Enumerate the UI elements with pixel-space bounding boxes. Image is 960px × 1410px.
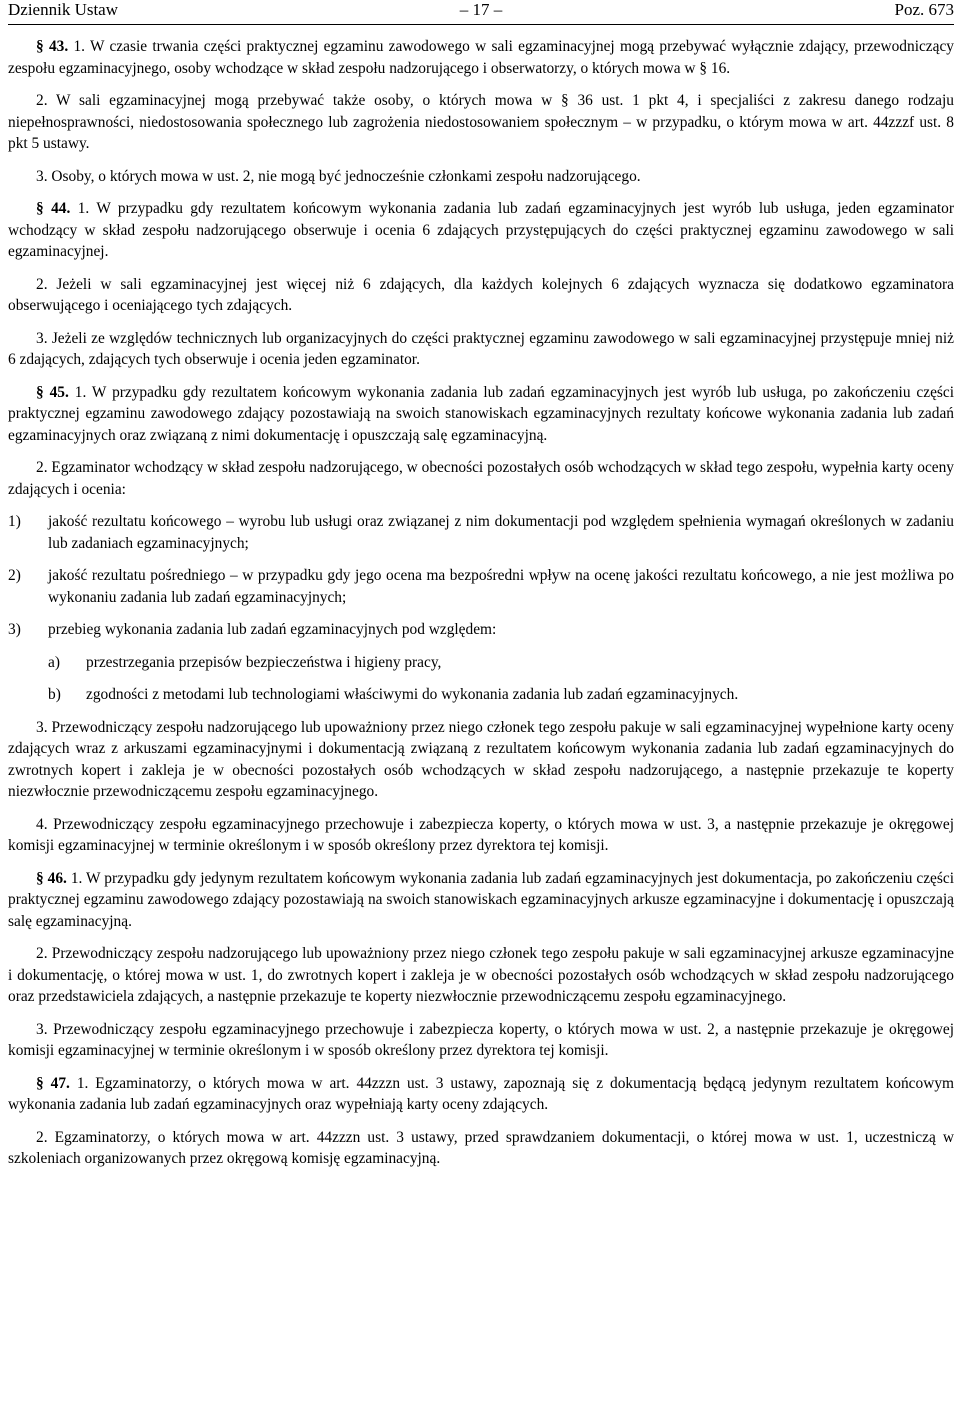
section-44-heading: § 44. — [36, 200, 71, 217]
sublist-item — [8, 652, 954, 674]
paragraph-text: 1. W przypadku gdy jedynym rezultatem końcowym wykonania zadania lub zadań egzaminacyjnych jest dokumentacja, po zakończeniu części praktycznej egzaminu zawodowego zdający pozostawiają na swoich stanowiskach egzaminacyjnych arkusze egzaminacyjne i dokumentację i opuszczają salę egzaminacyjną. — [8, 869, 954, 930]
list-number: 1) — [8, 513, 21, 530]
list-text: jakość rezultatu pośredniego – w przypadku gdy jego ocena ma bezpośredni wpływ na ocenę jakości rezultatu końcowego, a nie jest możliwa po wykonaniu zadania lub zadań egzaminacyjnych; — [48, 567, 954, 606]
sublist-letter: b) — [48, 686, 61, 703]
paragraph-43-2: 2. W sali egzaminacyjnej mogą przebywać także osoby, o których mowa w § 36 ust. 1 pkt 4, i specjaliści z zakresu danego rodzaju niepełnosprawności, niedostosowania społecznego lub zagrożenia niedostosowaniem społecznym – w przypadku, o którym mowa w art. 44zzzf ust. 8 pkt 5 ustawy. — [8, 92, 954, 152]
sublist-text: zgodności z metodami lub technologiami właściwymi do wykonania zadania lub zadań egzaminacyjnych. — [86, 686, 739, 703]
paragraph-46-1 — [8, 868, 954, 933]
list-text: przebieg wykonania zadania lub zadań egzaminacyjnych pod względem: — [48, 621, 497, 638]
paragraph-43-3: 3. Osoby, o których mowa w ust. 2, nie mogą być jednocześnie członkami zespołu nadzorującego. — [36, 167, 641, 185]
list-item — [8, 565, 954, 608]
paragraph-47-2: 2. Egzaminatorzy, o których mowa w art. 44zzzn ust. 3 ustawy, przed sprawdzaniem dokumentacji, o której mowa w ust. 1, uczestniczą w szkoleniach organizowanych przez okręgową komisję egzaminacyjną. — [8, 1128, 954, 1167]
document-page — [8, 0, 955, 1167]
list-number: 2) — [8, 567, 21, 584]
list-number: 3) — [8, 621, 21, 638]
journal-title: Dziennik Ustaw — [8, 0, 119, 19]
paragraph-44-3: 3. Jeżeli ze względów technicznych lub organizacyjnych do części praktycznej egzaminu zawodowego w sali egzaminacyjnej przystępuje mniej niż 6 zdających, zdających tych obserwuje i ocenia jeden egzaminator. — [8, 329, 954, 368]
paragraph-45-1 — [8, 382, 954, 447]
paragraph-text: 1. W przypadku gdy rezultatem końcowym wykonania zadania lub zadań egzaminacyjnych jest wyrób lub usługa, po zakończeniu części praktycznej egzaminu zawodowego zdający pozostawiają na swoich stanowiskach egzaminacyjnych rezultaty końcowe wykonania zadania lub zadań egzaminacyjnych oraz związaną z nimi dokumentację i opuszczają salę egzaminacyjną. — [8, 383, 955, 444]
paragraph-47-1 — [8, 1073, 954, 1116]
document-body — [8, 36, 954, 1181]
sublist-item — [8, 684, 954, 706]
paragraph-46-3: 3. Przewodniczący zespołu egzaminacyjnego przechowuje i zabezpiecza koperty, o których mowa w ust. 2, a następnie przekazuje je okręgowej komisji egzaminacyjnej w terminie określonym i w sposób określony przez dyrektora tej komisji. — [8, 1020, 954, 1059]
header-rule — [8, 24, 954, 25]
paragraph-43-1 — [8, 36, 954, 79]
page-header — [8, 0, 954, 26]
sublist-letter: a) — [48, 653, 60, 671]
list-item — [8, 511, 954, 554]
section-45-heading: § 45. — [36, 383, 69, 401]
list-item — [8, 619, 954, 641]
paragraph-44-2: 2. Jeżeli w sali egzaminacyjnej jest więcej niż 6 zdających, dla każdych kolejnych 6 zdających wyznacza się dodatkowo egzaminatora obserwującego i oceniającego tych zdających. — [8, 275, 954, 314]
sublist-text: przestrzegania przepisów bezpieczeństwa i higieny pracy, — [86, 653, 442, 671]
position-number: Poz. 673 — [894, 0, 954, 19]
list-text: jakość rezultatu końcowego – wyrobu lub usługi oraz związanej z nim dokumentacji pod względem spełnienia wymagań określonych w zadaniu lub zadaniach egzaminacyjnych; — [48, 513, 954, 552]
paragraph-46-2: 2. Przewodniczący zespołu nadzorującego lub upoważniony przez niego członek tego zespołu pakuje w sali egzaminacyjnej arkusze egzaminacyjne i dokumentację, o której mowa w ust. 1, do zwrotnych kopert i zakleja je w obecności pozostałych osób wchodzących w skład zespołu nadzorującego oraz przedstawiciela zdających, a następnie przekazuje te koperty niezwłocznie przewodniczącemu zespołu egzaminacyjnego. — [8, 945, 954, 1005]
section-46-heading: § 46. — [36, 869, 67, 887]
section-47-heading: § 47. — [36, 1074, 70, 1092]
paragraph-45-3: 3. Przewodniczący zespołu nadzorującego lub upoważniony przez niego członek tego zespołu pakuje w sali egzaminacyjnej wypełnione karty oceny zdających wraz z arkuszami egzaminacyjnymi i dokumentacją związaną z rezultatem końcowym wykonania zadania lub zadań egzaminacyjnych do zwrotnych kopert i zakleja je w obecności pozostałych osób wchodzących w skład zespołu nadzorującego, a następnie przekazuje te koperty niezwłocznie przewodniczącemu zespołu egzaminacyjnego. — [8, 718, 954, 800]
paragraph-text: 1. W przypadku gdy rezultatem końcowym wykonania zadania lub zadań egzaminacyjnych jest wyrób lub usługa, jeden egzaminator wchodzący w skład zespołu nadzorującego obserwuje i ocenia 6 zdających przystępujących do części praktycznej egzaminu zawodowego w sali egzaminacyjnej. — [8, 200, 955, 260]
paragraph-text: 1. W czasie trwania części praktycznej egzaminu zawodowego w sali egzaminacyjnej mogą przebywać wyłącznie zdający, przewodniczący zespołu egzaminacyjnego, osoby wchodzące w skład zespołu nadzorującego i obserwatorzy, o których mowa w § 16. — [8, 38, 954, 77]
paragraph-44-1 — [8, 198, 954, 263]
section-43-heading: § 43. — [36, 38, 69, 55]
paragraph-45-2: 2. Egzaminator wchodzący w skład zespołu nadzorującego, w obecności pozostałych osób wchodzących w skład tego zespołu, wypełnia karty oceny zdających i ocenia: — [8, 459, 954, 498]
page-number: – 17 – — [459, 0, 503, 19]
paragraph-text: 1. Egzaminatorzy, o których mowa w art. 44zzzn ust. 3 ustawy, zapoznają się z dokumentacją będącą jedynym rezultatem końcowym wykonania zadania lub zadań egzaminacyjnych oraz wypełniają karty oceny zdających. — [8, 1074, 954, 1113]
paragraph-45-4: 4. Przewodniczący zespołu egzaminacyjnego przechowuje i zabezpiecza koperty, o których mowa w ust. 3, a następnie przekazuje je okręgowej komisji egzaminacyjnej w terminie określonym i w sposób określony przez dyrektora tej komisji. — [8, 815, 954, 854]
